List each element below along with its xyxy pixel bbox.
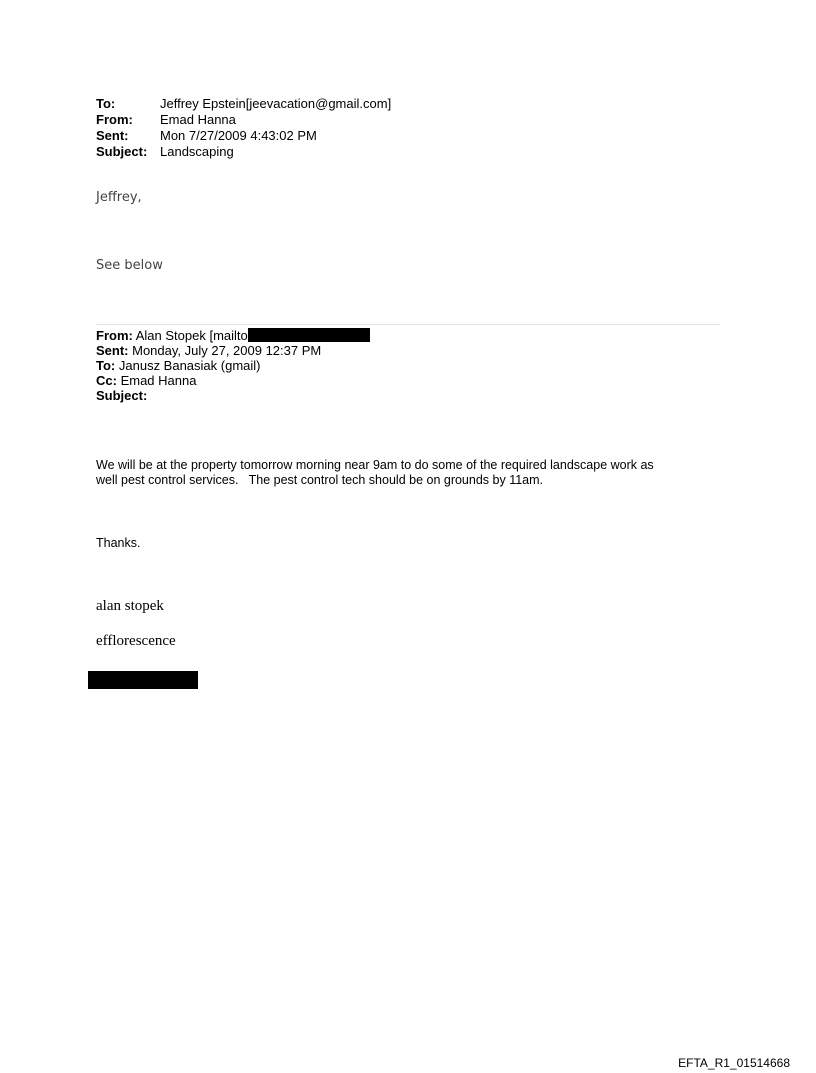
fwd-from-row [96,328,370,343]
fwd-to-value: Janusz Banasiak (gmail) [118,358,261,373]
fwd-cc-label: Cc: [96,373,117,388]
fwd-sent-label: Sent: [96,343,129,358]
fwd-from-value: Alan Stopek [mailto [135,328,248,343]
fwd-subject-label: Subject: [96,388,148,403]
from-value: Emad Hanna [160,112,236,127]
signature-name: alan stopek [96,598,164,614]
header-sent-row [96,128,391,144]
body-line: well pest control services. The pest control tech should be on grounds by 11am. [96,473,544,487]
to-value: Jeffrey Epstein[jeevacation@gmail.com] [160,96,392,111]
redaction-block [88,671,198,689]
fwd-sent-row [96,343,370,358]
fwd-subject-row [96,388,370,403]
divider [96,324,720,325]
document-id: EFTA_R1_01514668 [678,1056,790,1070]
sent-label: Sent: [96,128,129,143]
fwd-sent-value: Monday, July 27, 2009 12:37 PM [132,343,322,358]
message-body [96,458,736,488]
fwd-to-label: To: [96,358,116,373]
to-label: To: [96,96,116,111]
fwd-cc-row [96,373,370,388]
header-subject-row [96,144,391,160]
sent-value: Mon 7/27/2009 4:43:02 PM [160,128,317,143]
body-line: We will be at the property tomorrow morning near 9am to do some of the required landscape work as [96,458,654,472]
forwarded-header [96,328,370,403]
email-header [96,96,391,160]
thanks: Thanks. [96,536,141,550]
fwd-from-label: From: [96,328,133,343]
fwd-cc-value: Emad Hanna [120,373,197,388]
header-to-row [96,96,391,112]
header-from-row [96,112,391,128]
subject-value: Landscaping [160,144,234,159]
subject-label: Subject: [96,144,148,159]
redaction-bar [248,328,370,342]
fwd-to-row [96,358,370,373]
signature-company: efflorescence [96,633,176,649]
from-label: From: [96,112,133,127]
greeting: Jeffrey, [96,190,142,205]
note: See below [96,258,163,273]
